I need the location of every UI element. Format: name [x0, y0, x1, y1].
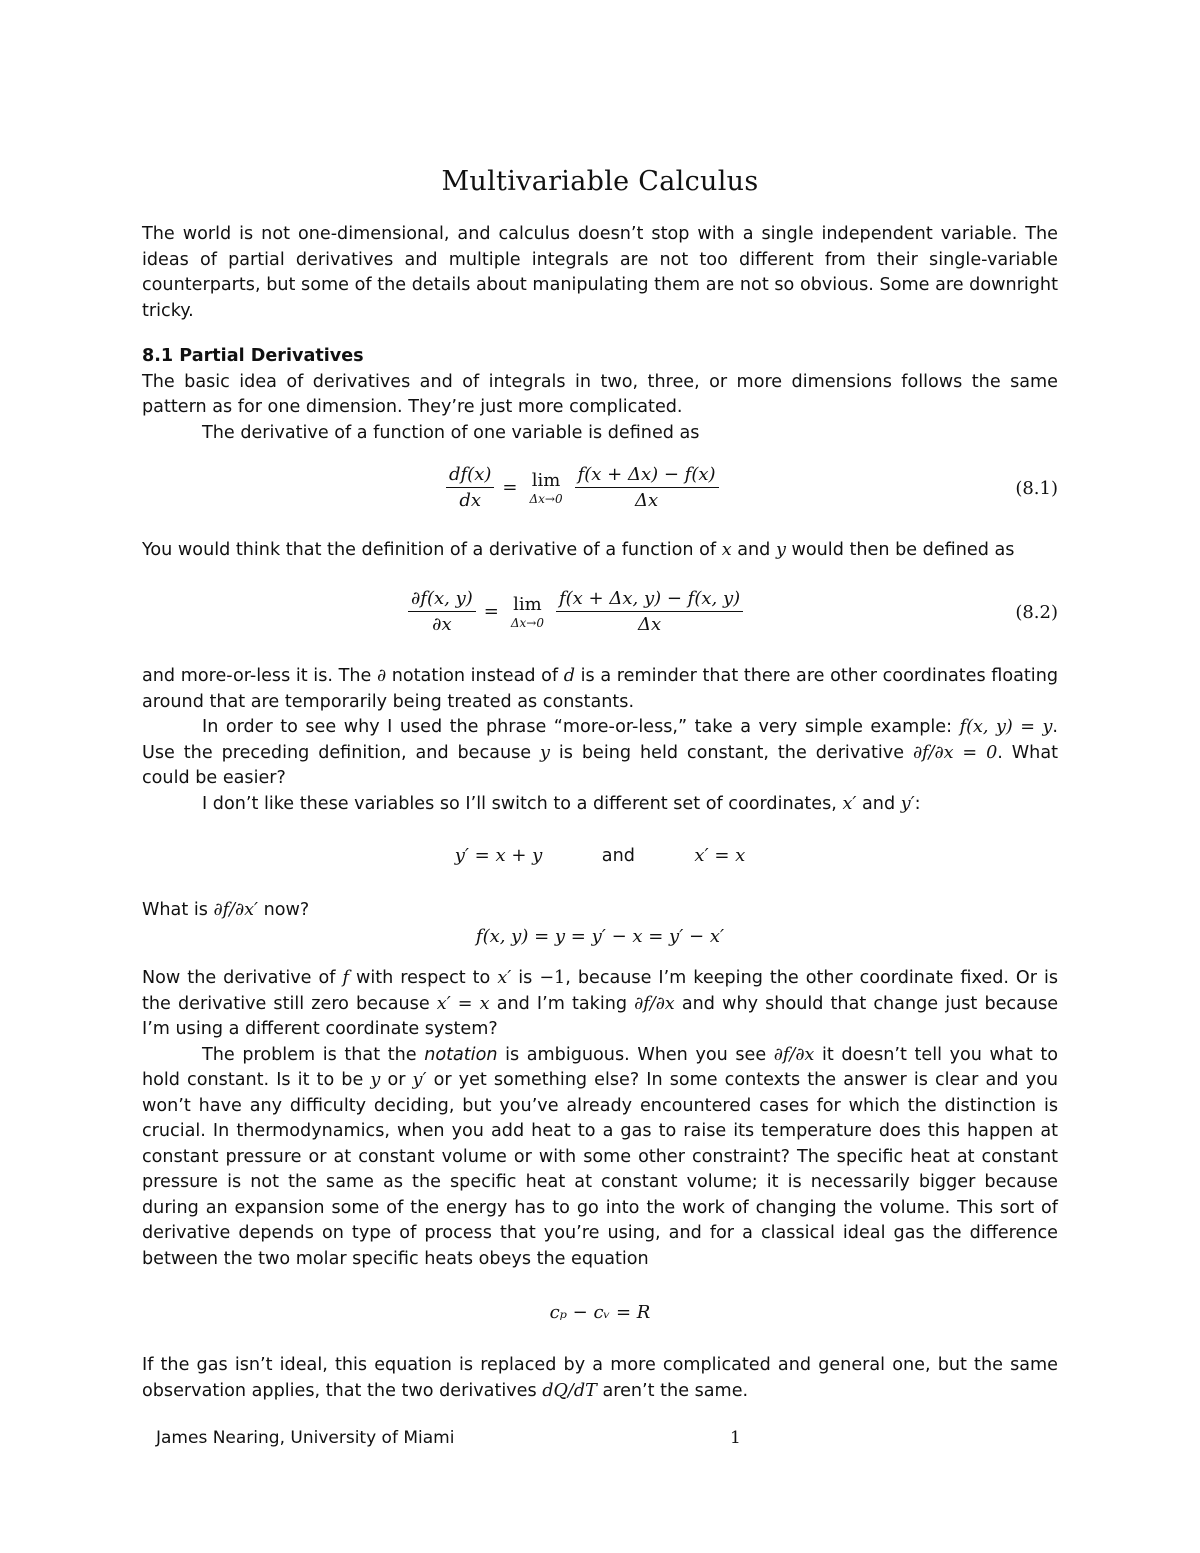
eq2-rhs-numerator: f(x + Δx, y) − f(x, y) [556, 588, 743, 612]
eq1-rhs-fraction [575, 464, 719, 511]
paragraph-derivative-definition: The derivative of a function of one variable is defined as [202, 422, 700, 443]
eq2-rhs-fraction [556, 588, 743, 635]
equation-8-1-body: $\frac{df(x)}{dx}$ = lim Δx→0 $\frac{f(x + \Delta x) - f(x)}{\Delta x}$ [442, 464, 723, 511]
eq2-limit-subscript: Δx→0 [510, 615, 544, 630]
intro-block [142, 222, 1058, 324]
eq1-limit-subscript: Δx→0 [529, 491, 563, 506]
eq1-lhs-denominator: dx [459, 490, 482, 511]
equation-specific-heats: cₚ − cᵥ = R [549, 1302, 651, 1323]
section-block [142, 344, 1058, 446]
paragraph-function-of-x-y: You would think that the definition of a derivative of a function of x and y would then be defined as [142, 540, 1015, 560]
eq2-limit-word: lim [513, 593, 542, 615]
equation-8-2-body: $\frac{\partial f(x, y)}{\partial x}$ = lim Δx→0 $\frac{f(x + \Delta x, y) - f(x, y)}{\Delta x}$ [404, 588, 747, 635]
eq3-left: y′ = x + y [454, 845, 543, 866]
paragraph-block-7 [142, 898, 1058, 924]
paragraph-basic-idea: The basic idea of derivatives and of integrals in two, three, or more dimensions follows the same pattern as for one dimension. They’re just more complicated. [142, 371, 1058, 417]
intro-paragraph: The world is not one-dimensional, and calculus doesn’t stop with a single independent variable. The ideas of partial derivatives and multiple integrals are not too different from their single-variable counterparts, but some of the details about manipulating them are not so obvious. Some are downright tricky. [142, 224, 1058, 321]
section-heading: 8.1 Partial Derivatives [142, 346, 364, 366]
paragraph-block-10 [142, 1353, 1058, 1404]
page-title: Multivariable Calculus [441, 166, 759, 197]
paragraph-what-is: What is ∂f/∂x′ now? [142, 900, 310, 920]
equation-f-in-new-coordinates: f(x, y) = y = y′ − x = y′ − x′ [475, 926, 725, 947]
eq3-right: x′ = x [694, 845, 746, 866]
paragraph-partial-notation: and more-or-less it is. The ∂ notation instead of d is a reminder that there are other coordinates floating around that are temporarily being treated as constants. [142, 666, 1059, 712]
eq1-limit [529, 470, 562, 506]
paragraph-block-4 [142, 664, 1058, 817]
eq2-lhs-denominator: ∂x [432, 614, 452, 635]
paragraph-derivative-wrt-xprime: Now the derivative of f with respect to x′ is −1, because I’m keeping the other coordinate fixed. Or is the derivative still zero because x′ = x and I’m taking ∂f/∂x and why should that change just because I’m using a different coordinate system? [142, 968, 1059, 1039]
eq1-lhs-fraction [446, 464, 494, 511]
paragraph-switch-coordinates: I don’t like these variables so I’ll switch to a different set of coordinates, x′ and y′: [202, 793, 921, 814]
equation-number-8-1: (8.1) [1015, 478, 1058, 499]
paragraph-simple-example: In order to see why I used the phrase “more-or-less,” take a very simple example: f(x, y) = y. Use the preceding definition, and because y is being held constant, the derivative ∂f/∂x = 0. What could be easier? [142, 717, 1059, 788]
paragraph-block-8 [142, 966, 1058, 1272]
eq2-lhs-numerator: ∂f(x, y) [408, 588, 476, 612]
eq2-lhs-fraction [408, 588, 476, 635]
eq2-limit [511, 594, 544, 630]
paragraph-non-ideal-gas: If the gas isn’t ideal, this equation is replaced by a more complicated and general one, but the same observation applies, that the two derivatives dQ/dT aren’t the same. [142, 1355, 1058, 1401]
eq1-limit-word: lim [531, 469, 561, 491]
equation-8-2 [142, 588, 1058, 648]
eq1-rhs-numerator: f(x + Δx) − f(x) [575, 464, 719, 488]
paragraph-notation-ambiguous: The problem is that the notation is ambiguous. When you see ∂f/∂x it doesn’t tell you what to hold constant. Is it to be y or y′ or yet something else? In some contexts the answer is clear and you won’t have any difficulty deciding, but you’ve already encountered cases for which the distinction is crucial. In thermodynamics, when you add heat to a gas to raise its temperature does this happen at constant pressure or at constant volume or with some other constraint? The specific heat at constant pressure is not the same as the specific heat at constant volume; it is necessarily bigger because during an expansion some of the energy has to go into the work of changing the volume. This sort of derivative depends on type of process that you’re using, and for a classical ideal gas the difference between the two molar specific heats obeys the equation [142, 1044, 1059, 1269]
footer-author: James Nearing, University of Miami [156, 1428, 455, 1448]
equation-8-1 [142, 464, 1058, 524]
eq3-and: and [601, 846, 635, 866]
eq1-lhs-numerator: df(x) [446, 464, 494, 488]
eq1-rhs-denominator: Δx [634, 490, 659, 511]
paragraph-block-3 [142, 538, 1058, 564]
equation-coordinate-change [142, 845, 1058, 866]
page-number: 1 [730, 1428, 741, 1448]
eq2-rhs-denominator: Δx [638, 614, 662, 635]
equation-number-8-2: (8.2) [1015, 602, 1058, 623]
